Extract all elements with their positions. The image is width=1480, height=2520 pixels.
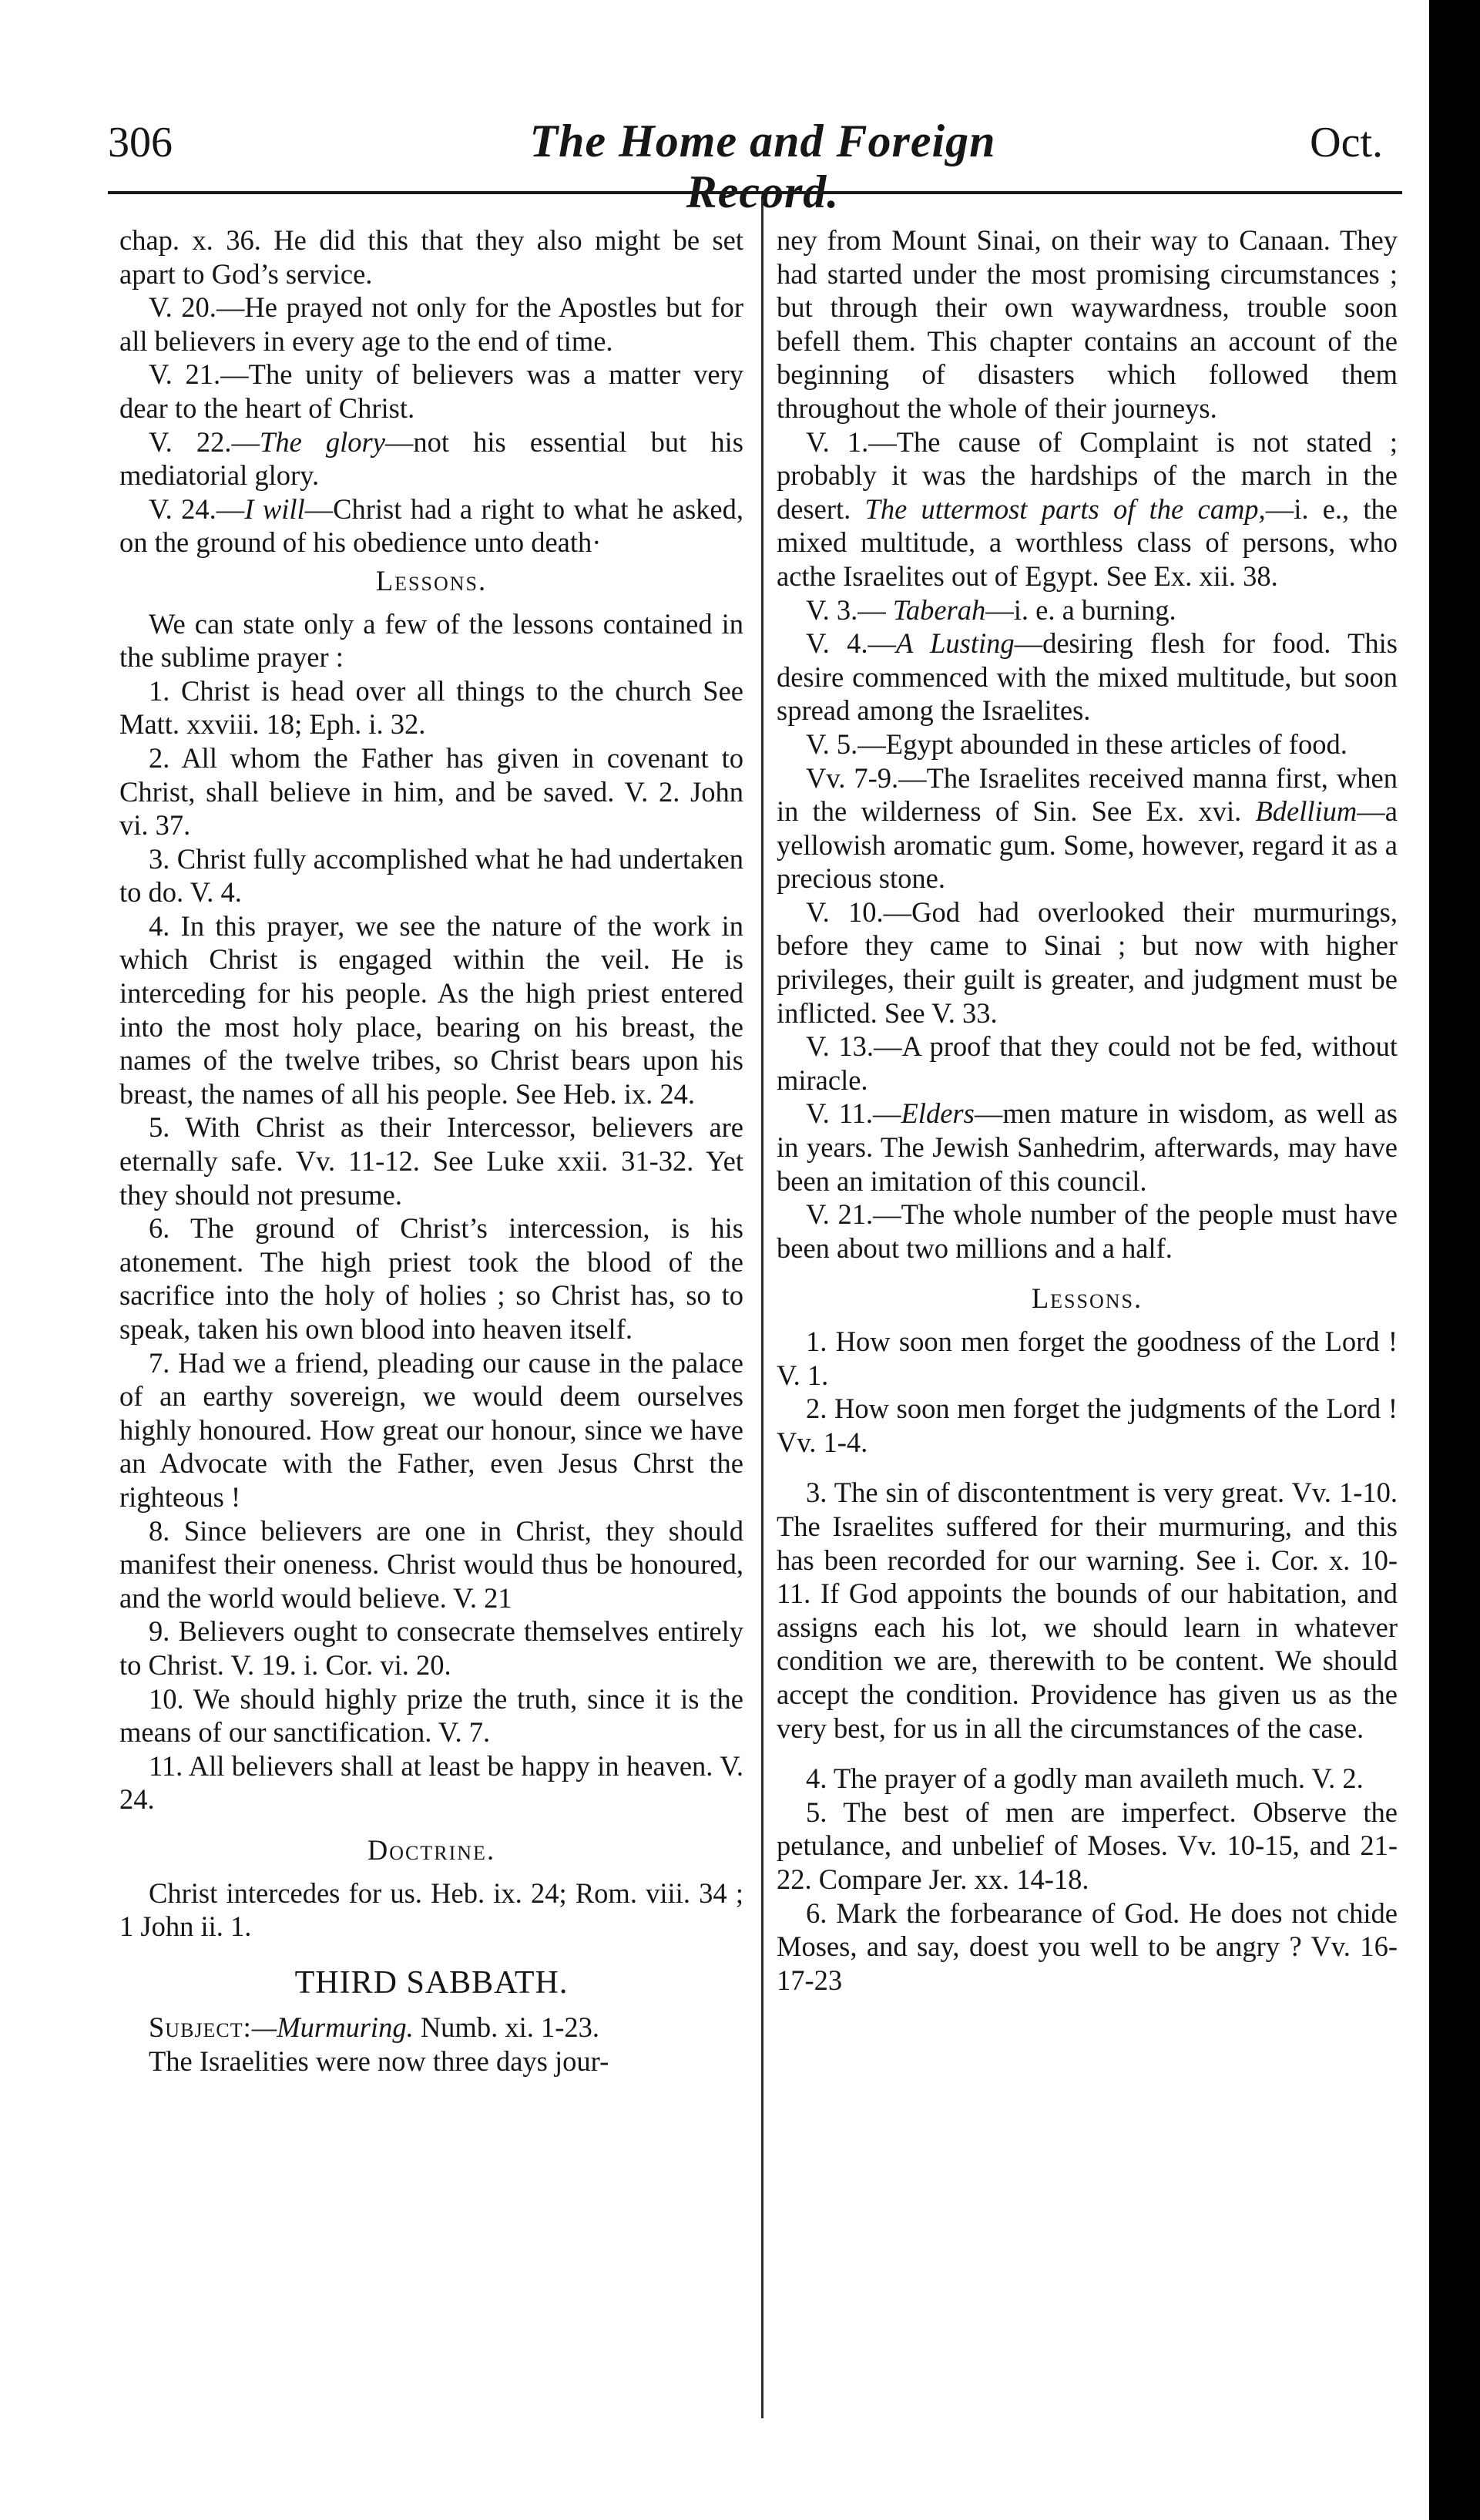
lesson-item: 5. The best of men are imperfect. Observe the petulance, and unbelief of Moses. Vv. 10-15, and 21-22. Compare Jer. xx. 14-18. <box>777 1796 1398 1895</box>
verse-label: V. 24.— <box>149 492 245 525</box>
paragraph <box>119 425 743 492</box>
lessons-heading: Lessons. <box>1031 1282 1143 1315</box>
text: Vv. 7-9.—The Israelites received manna first, when in the wilderness of Sin. See Ex. xvi. <box>777 761 1398 828</box>
lesson-item: 5. With Christ as their Intercessor, believers are eternally safe. Vv. 11-12. See Luke xxii. 31-32. Yet they should not presume. <box>119 1111 743 1211</box>
lesson-item: 3. Christ fully accomplished what he had undertaken to do. V. 4. <box>119 842 743 909</box>
lesson-item: 11. All believers shall at least be happy in heaven. V. 24. <box>119 1749 743 1816</box>
paragraph <box>777 593 1398 627</box>
page-number: 306 <box>108 119 173 166</box>
lesson-item: 6. Mark the forbearance of God. He does not chide Moses, and say, doest you well to be angry ? Vv. 16-17-23 <box>777 1897 1398 1996</box>
text: —not his essential but his mediatorial glory. <box>119 425 744 492</box>
emphasis: A Lusting <box>896 627 1015 660</box>
paragraph <box>119 492 743 559</box>
lessons-heading: Lessons. <box>375 564 488 596</box>
paragraph: V. 10.—God had overlooked their murmurings, before they came to Sinai ; but now with higher privileges, their guilt is greater, and judgment must be inflicted. See V. 33. <box>777 895 1398 1029</box>
lesson-item: 3. The sin of discontentment is very great. Vv. 1-10. The Israelites suffered for their murmuring, and this has been recorded for our warning. See i. Cor. x. 10-11. If God appoints the bounds of our habitation, and assigns each his lot, we should learn in whatever condition we are, therewith to be content. We should accept the condition. Providence has given us as the very best, for us in all the circumstances of the case. <box>777 1477 1398 1744</box>
paragraph: V. 13.—A proof that they could not be fed, without miracle. <box>777 1030 1398 1096</box>
lesson-item: 2. How soon men forget the judgments of the Lord ! Vv. 1-4. <box>777 1393 1398 1458</box>
paragraph <box>777 627 1398 727</box>
paragraph <box>777 761 1398 895</box>
verse-label: V. 3.— <box>806 593 893 626</box>
verse-label: V. 11.— <box>806 1097 901 1130</box>
running-title: The Home and Foreign <box>529 116 996 166</box>
lesson-item: 9. Believers ought to consecrate themselves entirely to Christ. V. 19. i. Cor. vi. 20. <box>119 1615 743 1681</box>
text: —desiring flesh for food. This desire commenced with the mixed multitude, but soon spread among the Israelites. <box>777 627 1398 727</box>
emphasis: Taberah <box>892 593 986 626</box>
doctrine-heading: Doctrine. <box>367 1833 496 1866</box>
text: V. 1.—The cause of Complaint is not stated ; probably it was the hardships of the march in the desert. <box>777 425 1398 525</box>
emphasis: I will <box>244 492 305 525</box>
lesson-item: 8. Since believers are one in Christ, they should manifest their oneness. Christ would thus be honoured, and the world would believe. V. 21 <box>119 1514 743 1614</box>
lesson-item: 6. The ground of Christ’s intercession, is his atonement. The high priest took the blood of the sacrifice into the holy of holies ; so Christ has, so to speak, taken his own blood into heaven itself. <box>119 1212 743 1345</box>
verse-label: V. 4.— <box>806 627 897 660</box>
month-label: Oct. <box>1310 119 1383 166</box>
lesson-item: 1. Christ is head over all things to the church See Matt. xxviii. 18; Eph. i. 32. <box>119 674 743 741</box>
paragraph: V. 21.—The unity of believers was a matter very dear to the heart of Christ. <box>119 358 743 424</box>
paragraph: V. 21.—The whole number of the people must have been about two millions and a half. <box>777 1198 1398 1264</box>
lesson-item: 4. The prayer of a godly man availeth much. V. 2. <box>806 1762 1364 1795</box>
text: —i. e., the mixed multitude, a worthless class of persons, who acthe Israelites out of Egypt. See Ex. xii. 38. <box>777 492 1398 592</box>
paragraph <box>777 1097 1398 1198</box>
text: —i. e. a burning. <box>985 593 1176 626</box>
subject-reference: Numb. xi. 1-23. <box>413 2011 599 2044</box>
emphasis: The glory <box>260 425 385 458</box>
paragraph: The Israelities were now three days jour- <box>149 2045 609 2077</box>
verse-label: V. 22.— <box>149 425 260 458</box>
section-heading: THIRD SABBATH. <box>294 1964 569 2001</box>
lesson-item: 1. How soon men forget the goodness of the Lord ! V. 1. <box>777 1326 1398 1391</box>
emphasis: The uttermost parts of the camp, <box>864 492 1266 525</box>
emphasis: Bdellium <box>1255 795 1358 828</box>
paragraph: ney from Mount Sinai, on their way to Canaan. They had started under the most promising circumstances ; but through their own waywardness, trouble soon befell them. This chapter contains an account of the beginning of disasters which followed them throughout the whole of their journeys. <box>777 224 1398 424</box>
paragraph: We can state only a few of the lessons contained in the sublime prayer : <box>119 607 743 674</box>
text: —Christ had a right to what he asked, on the ground of his obedience unto death· <box>119 492 743 559</box>
subject-topic: —Murmuring. <box>251 2011 414 2044</box>
paragraph <box>777 425 1398 593</box>
paragraph: chap. x. 36. He did this that they also might be set apart to God’s service. <box>119 224 743 290</box>
lesson-item: 4. In this prayer, we see the nature of the work in which Christ is engaged within the veil. He is interceding for his people. As the high priest entered into the most holy place, bearing on his breast, the names of the twelve tribes, so Christ bears upon his breast, the names of all his people. See Heb. ix. 24. <box>119 909 743 1110</box>
paragraph: V. 20.—He prayed not only for the Apostles but for all believers in every age to the end of time. <box>119 291 743 357</box>
paragraph: Christ intercedes for us. Heb. ix. 24; Rom. viii. 34 ; 1 John ii. 1. <box>119 1877 743 1943</box>
left-column <box>119 223 743 2078</box>
right-column <box>777 223 1398 1997</box>
paragraph: V. 5.—Egypt abounded in these articles of food. <box>806 727 1347 760</box>
text: —men mature in wisdom, as well as in years. The Jewish Sanhedrim, afterwards, may have been an imitation of this council. <box>777 1097 1398 1197</box>
lesson-item: 10. We should highly prize the truth, since it is the means of our sanctification. V. 7. <box>119 1682 743 1749</box>
page-edge-shadow <box>1429 0 1480 2520</box>
emphasis: Elders <box>901 1097 975 1130</box>
subject-line <box>119 2011 743 2045</box>
header-rule <box>108 191 1402 194</box>
lesson-item: 7. Had we a friend, pleading our cause in the palace of an earthy sovereign, we would deem ourselves highly honoured. How great our honour, since we have an Advocate with the Father, even Jesus Chrst the righteous ! <box>119 1346 743 1513</box>
subject-label: Subject: <box>149 2011 252 2044</box>
lesson-item: 2. All whom the Father has given in covenant to Christ, shall believe in him, and be saved. V. 2. John vi. 37. <box>119 741 743 842</box>
column-divider <box>761 199 763 2418</box>
text: —a yellowish aromatic gum. Some, however, regard it as a precious stone. <box>777 795 1398 895</box>
